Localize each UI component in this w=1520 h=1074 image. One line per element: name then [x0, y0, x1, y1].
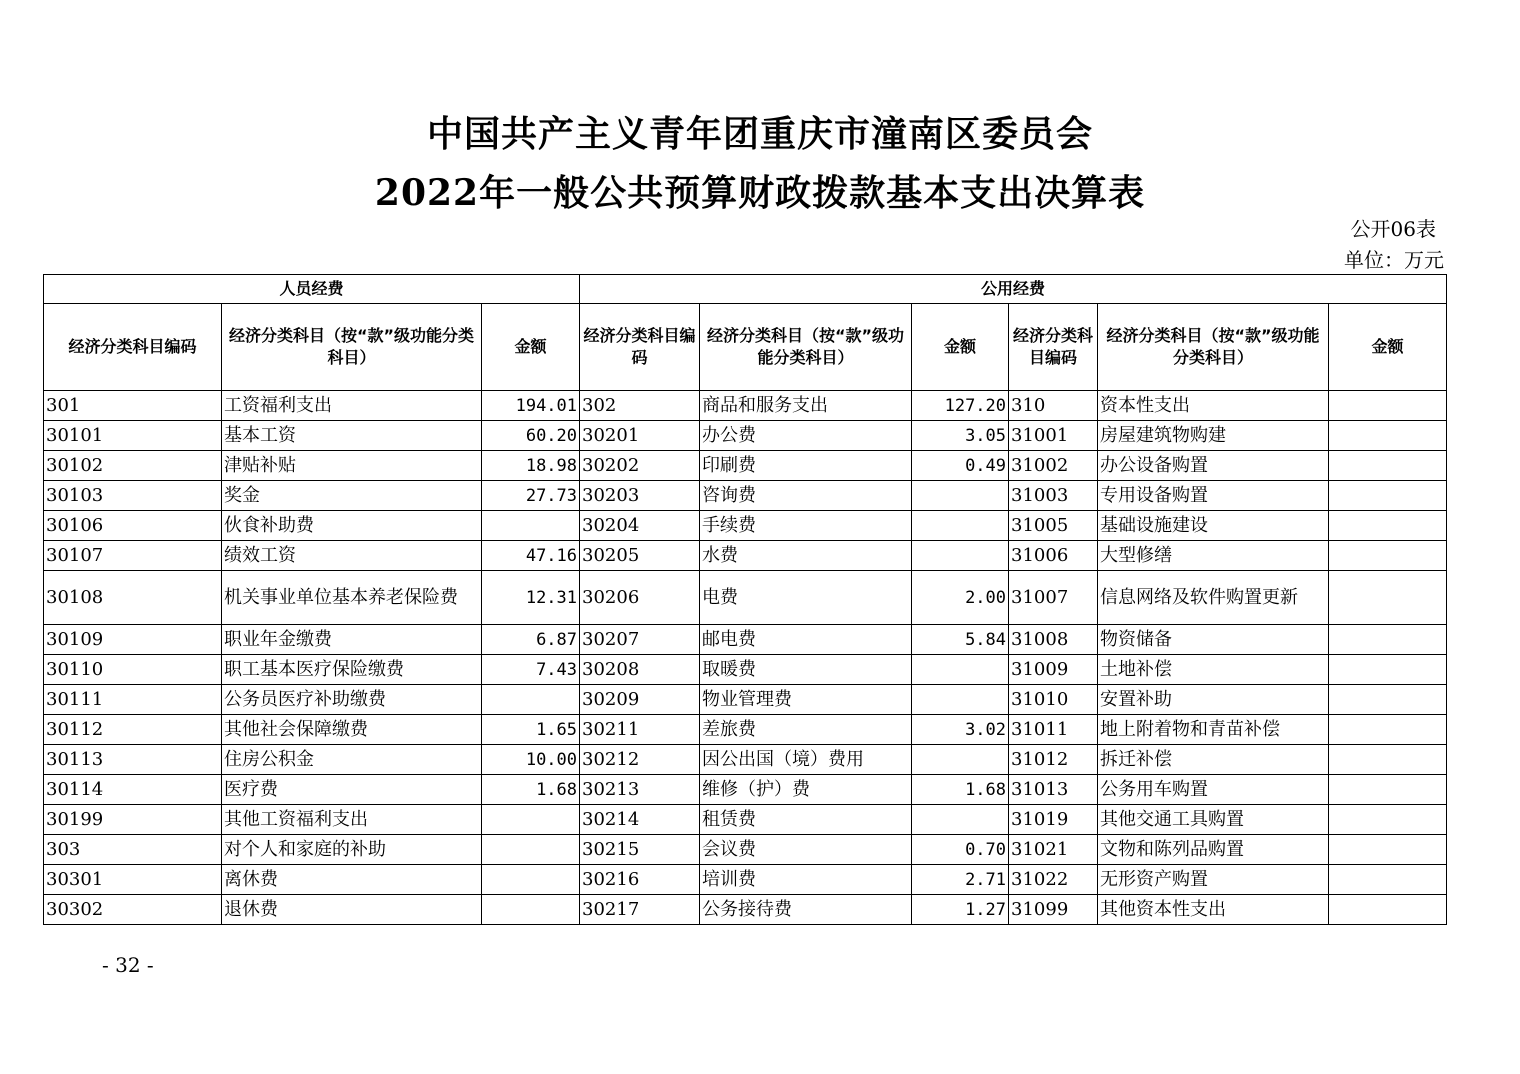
- code-cell: 30201: [580, 421, 700, 451]
- header-name-3: 经济分类科目（按“款”级功能分类科目）: [1098, 304, 1329, 391]
- item-name-cell: 对个人和家庭的补助: [222, 835, 482, 865]
- item-name-cell: 公务接待费: [700, 895, 912, 925]
- item-name-cell: 基础设施建设: [1098, 511, 1329, 541]
- table-row: [44, 895, 1447, 925]
- item-name-cell: 安置补助: [1098, 685, 1329, 715]
- amount-cell: [1329, 451, 1447, 481]
- item-name-cell: 伙食补助费: [222, 511, 482, 541]
- amount-cell: 1.68: [482, 775, 580, 805]
- amount-cell: 5.84: [912, 625, 1009, 655]
- table-row: [44, 655, 1447, 685]
- amount-cell: [1329, 571, 1447, 625]
- item-name-cell: 无形资产购置: [1098, 865, 1329, 895]
- item-name-cell: 职业年金缴费: [222, 625, 482, 655]
- item-name-cell: 水费: [700, 541, 912, 571]
- item-name-cell: 土地补偿: [1098, 655, 1329, 685]
- item-name-cell: 其他资本性支出: [1098, 895, 1329, 925]
- amount-cell: [482, 865, 580, 895]
- code-cell: 30205: [580, 541, 700, 571]
- table-row: [44, 865, 1447, 895]
- item-name-cell: 奖金: [222, 481, 482, 511]
- amount-cell: [912, 511, 1009, 541]
- amount-cell: [1329, 715, 1447, 745]
- item-name-cell: 工资福利支出: [222, 391, 482, 421]
- header-code-2: 经济分类科目编码: [580, 304, 700, 391]
- code-cell: 30301: [44, 865, 222, 895]
- item-name-cell: 印刷费: [700, 451, 912, 481]
- amount-cell: [912, 685, 1009, 715]
- amount-cell: 2.71: [912, 865, 1009, 895]
- table-row: [44, 775, 1447, 805]
- item-name-cell: 基本工资: [222, 421, 482, 451]
- item-name-cell: 办公费: [700, 421, 912, 451]
- form-number: 公开06表: [1350, 217, 1436, 241]
- item-name-cell: 电费: [700, 571, 912, 625]
- amount-cell: [1329, 511, 1447, 541]
- page-number: - 32 -: [102, 953, 154, 977]
- group-public: 公用经费: [580, 275, 1447, 304]
- code-cell: 30206: [580, 571, 700, 625]
- code-cell: 30107: [44, 541, 222, 571]
- item-name-cell: 办公设备购置: [1098, 451, 1329, 481]
- amount-cell: 47.16: [482, 541, 580, 571]
- amount-cell: 18.98: [482, 451, 580, 481]
- code-cell: 30112: [44, 715, 222, 745]
- item-name-cell: 房屋建筑物购建: [1098, 421, 1329, 451]
- header-code-3: 经济分类科目编码: [1009, 304, 1098, 391]
- amount-cell: [482, 805, 580, 835]
- item-name-cell: 职工基本医疗保险缴费: [222, 655, 482, 685]
- expenditure-table: [43, 274, 1447, 925]
- table-row: [44, 391, 1447, 421]
- amount-cell: [482, 685, 580, 715]
- item-name-cell: 公务用车购置: [1098, 775, 1329, 805]
- code-cell: 31005: [1009, 511, 1098, 541]
- code-cell: 30203: [580, 481, 700, 511]
- item-name-cell: 手续费: [700, 511, 912, 541]
- amount-cell: [912, 805, 1009, 835]
- item-name-cell: 专用设备购置: [1098, 481, 1329, 511]
- amount-cell: 127.20: [912, 391, 1009, 421]
- item-name-cell: 公务员医疗补助缴费: [222, 685, 482, 715]
- code-cell: 30204: [580, 511, 700, 541]
- code-cell: 30216: [580, 865, 700, 895]
- amount-cell: 2.00: [912, 571, 1009, 625]
- header-name-2: 经济分类科目（按“款”级功能分类科目）: [700, 304, 912, 391]
- code-cell: 30213: [580, 775, 700, 805]
- item-name-cell: 取暖费: [700, 655, 912, 685]
- item-name-cell: 拆迁补偿: [1098, 745, 1329, 775]
- code-cell: 30207: [580, 625, 700, 655]
- item-name-cell: 退休费: [222, 895, 482, 925]
- item-name-cell: 津贴补贴: [222, 451, 482, 481]
- item-name-cell: 医疗费: [222, 775, 482, 805]
- amount-cell: 194.01: [482, 391, 580, 421]
- code-cell: 30212: [580, 745, 700, 775]
- amount-cell: 1.27: [912, 895, 1009, 925]
- item-name-cell: 因公出国（境）费用: [700, 745, 912, 775]
- code-cell: 30103: [44, 481, 222, 511]
- table-body: [44, 391, 1447, 925]
- amount-cell: [1329, 481, 1447, 511]
- code-cell: 31006: [1009, 541, 1098, 571]
- code-cell: 31099: [1009, 895, 1098, 925]
- code-cell: 30101: [44, 421, 222, 451]
- item-name-cell: 培训费: [700, 865, 912, 895]
- amount-cell: [1329, 865, 1447, 895]
- code-cell: 31012: [1009, 745, 1098, 775]
- document-subtitle: 2022年一般公共预算财政拨款基本支出决算表: [374, 172, 1146, 214]
- code-cell: 31022: [1009, 865, 1098, 895]
- header-amount-3: 金额: [1329, 304, 1447, 391]
- amount-cell: [1329, 775, 1447, 805]
- amount-cell: 10.00: [482, 745, 580, 775]
- header-amount-2: 金额: [912, 304, 1009, 391]
- table-row: [44, 541, 1447, 571]
- group-header-row: [44, 275, 1447, 304]
- amount-cell: [1329, 655, 1447, 685]
- table-row: [44, 835, 1447, 865]
- item-name-cell: 邮电费: [700, 625, 912, 655]
- amount-cell: [1329, 745, 1447, 775]
- header-name-1: 经济分类科目（按“款”级功能分类科目）: [222, 304, 482, 391]
- item-name-cell: 机关事业单位基本养老保险费: [222, 571, 482, 625]
- code-cell: 30202: [580, 451, 700, 481]
- code-cell: 30209: [580, 685, 700, 715]
- document-title: 中国共产主义青年团重庆市潼南区委员会: [426, 113, 1093, 155]
- amount-cell: [1329, 541, 1447, 571]
- item-name-cell: 其他交通工具购置: [1098, 805, 1329, 835]
- code-cell: 31021: [1009, 835, 1098, 865]
- code-cell: 31010: [1009, 685, 1098, 715]
- item-name-cell: 维修（护）费: [700, 775, 912, 805]
- table-row: [44, 481, 1447, 511]
- amount-cell: 1.68: [912, 775, 1009, 805]
- code-cell: 31008: [1009, 625, 1098, 655]
- code-cell: 30211: [580, 715, 700, 745]
- item-name-cell: 商品和服务支出: [700, 391, 912, 421]
- amount-cell: [1329, 625, 1447, 655]
- code-cell: 30113: [44, 745, 222, 775]
- item-name-cell: 其他社会保障缴费: [222, 715, 482, 745]
- amount-cell: 60.20: [482, 421, 580, 451]
- table-row: [44, 625, 1447, 655]
- code-cell: 31001: [1009, 421, 1098, 451]
- header-amount-1: 金额: [482, 304, 580, 391]
- amount-cell: 7.43: [482, 655, 580, 685]
- code-cell: 30109: [44, 625, 222, 655]
- item-name-cell: 会议费: [700, 835, 912, 865]
- table-row: [44, 421, 1447, 451]
- amount-cell: [1329, 421, 1447, 451]
- code-cell: 31019: [1009, 805, 1098, 835]
- code-cell: 31007: [1009, 571, 1098, 625]
- column-header-row: [44, 304, 1447, 391]
- code-cell: 30214: [580, 805, 700, 835]
- amount-cell: 1.65: [482, 715, 580, 745]
- item-name-cell: 物资储备: [1098, 625, 1329, 655]
- code-cell: 30102: [44, 451, 222, 481]
- amount-cell: 12.31: [482, 571, 580, 625]
- item-name-cell: 差旅费: [700, 715, 912, 745]
- code-cell: 30114: [44, 775, 222, 805]
- table-row: [44, 805, 1447, 835]
- code-cell: 301: [44, 391, 222, 421]
- table-row: [44, 745, 1447, 775]
- code-cell: 31011: [1009, 715, 1098, 745]
- code-cell: 30215: [580, 835, 700, 865]
- code-cell: 303: [44, 835, 222, 865]
- code-cell: 30106: [44, 511, 222, 541]
- code-cell: 30302: [44, 895, 222, 925]
- item-name-cell: 咨询费: [700, 481, 912, 511]
- group-personnel: 人员经费: [44, 275, 580, 304]
- code-cell: 30108: [44, 571, 222, 625]
- code-cell: 302: [580, 391, 700, 421]
- table-row: [44, 571, 1447, 625]
- header-code-1: 经济分类科目编码: [44, 304, 222, 391]
- amount-cell: [482, 835, 580, 865]
- item-name-cell: 物业管理费: [700, 685, 912, 715]
- item-name-cell: 租赁费: [700, 805, 912, 835]
- code-cell: 30208: [580, 655, 700, 685]
- item-name-cell: 资本性支出: [1098, 391, 1329, 421]
- item-name-cell: 文物和陈列品购置: [1098, 835, 1329, 865]
- amount-cell: 27.73: [482, 481, 580, 511]
- amount-cell: [912, 745, 1009, 775]
- table-row: [44, 685, 1447, 715]
- code-cell: 30217: [580, 895, 700, 925]
- amount-cell: [912, 655, 1009, 685]
- item-name-cell: 住房公积金: [222, 745, 482, 775]
- table-row: [44, 451, 1447, 481]
- code-cell: 31013: [1009, 775, 1098, 805]
- code-cell: 31003: [1009, 481, 1098, 511]
- table-row: [44, 511, 1447, 541]
- code-cell: 30111: [44, 685, 222, 715]
- amount-cell: 0.49: [912, 451, 1009, 481]
- amount-cell: [1329, 835, 1447, 865]
- amount-cell: [1329, 895, 1447, 925]
- item-name-cell: 离休费: [222, 865, 482, 895]
- code-cell: 31002: [1009, 451, 1098, 481]
- amount-cell: [1329, 391, 1447, 421]
- amount-cell: 0.70: [912, 835, 1009, 865]
- amount-cell: [1329, 685, 1447, 715]
- code-cell: 31009: [1009, 655, 1098, 685]
- item-name-cell: 信息网络及软件购置更新: [1098, 571, 1329, 625]
- item-name-cell: 绩效工资: [222, 541, 482, 571]
- item-name-cell: 大型修缮: [1098, 541, 1329, 571]
- amount-cell: [1329, 805, 1447, 835]
- unit-label: 单位：万元: [1344, 248, 1444, 272]
- table-row: [44, 715, 1447, 745]
- amount-cell: [912, 541, 1009, 571]
- code-cell: 30110: [44, 655, 222, 685]
- amount-cell: [912, 481, 1009, 511]
- amount-cell: 6.87: [482, 625, 580, 655]
- item-name-cell: 其他工资福利支出: [222, 805, 482, 835]
- amount-cell: 3.05: [912, 421, 1009, 451]
- code-cell: 30199: [44, 805, 222, 835]
- item-name-cell: 地上附着物和青苗补偿: [1098, 715, 1329, 745]
- amount-cell: 3.02: [912, 715, 1009, 745]
- amount-cell: [482, 511, 580, 541]
- amount-cell: [482, 895, 580, 925]
- code-cell: 310: [1009, 391, 1098, 421]
